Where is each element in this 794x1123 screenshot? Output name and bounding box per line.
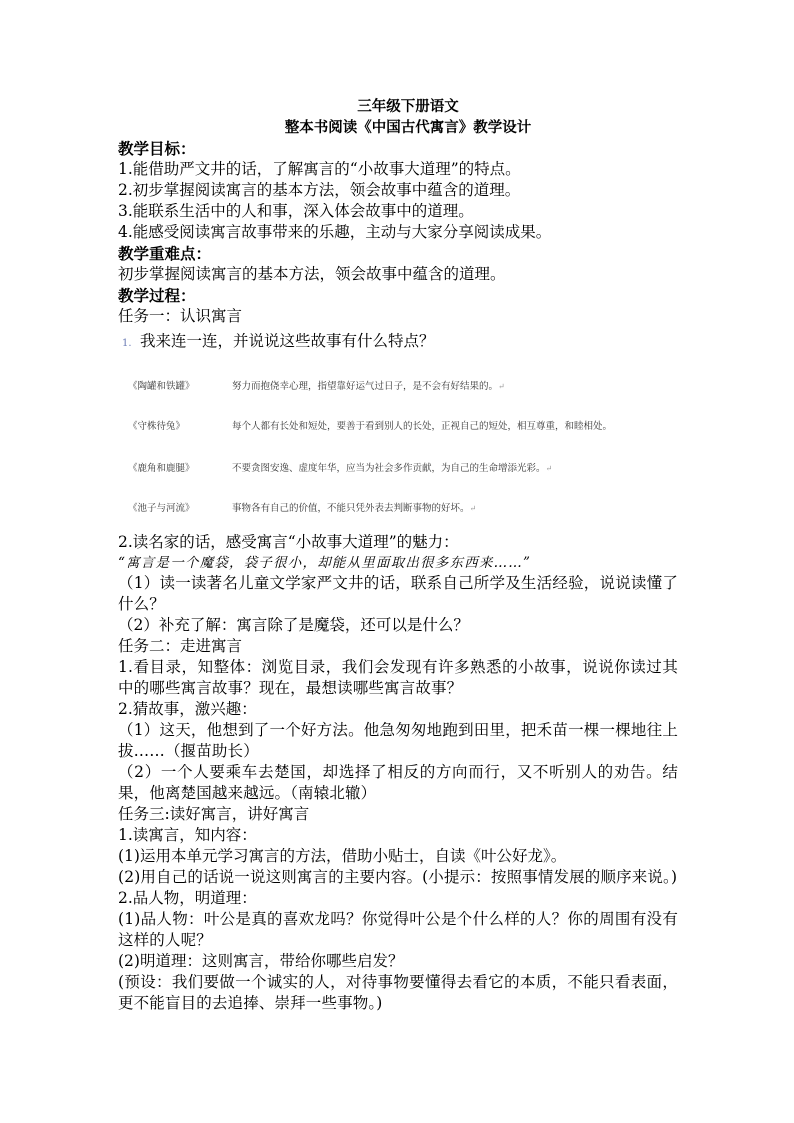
fable-meaning: 努力而抱侥幸心理，指望靠好运气过日子，是不会有好结果的。↵ (232, 381, 505, 392)
task-three-heading: 任务三:读好寓言，讲好寓言 (118, 805, 310, 823)
document-page (118, 96, 678, 1014)
task-two-sub-one: （1）这天，他想到了一个好方法。他急匆匆地跑到田里，把禾苗一棵一棵地往上拔……（揠苗助长） (118, 721, 678, 760)
goal-item: 4.能感受阅读寓言故事带来的乐趣，主动与大家分享阅读成果。 (118, 223, 552, 241)
task-three-preset: (预设：我们要做一个诚实的人，对待事物要懂得去看它的本质，不能只看表面，更不能盲目的去追捧、崇拜一些事物。) (118, 973, 678, 1012)
fable-meaning: 事物各有自己的价值，不能只凭外表去判断事物的好坏。↵ (232, 503, 477, 514)
goals-heading: 教学目标： (118, 139, 196, 158)
task-one-step-two: 2.读名家的话，感受寓言“小故事大道理”的魅力： (118, 533, 459, 551)
paragraph-mark: ↵ (545, 464, 553, 473)
yan-wenjing-quote: “寓言是一个魔袋，袋子很小，却能从里面取出很多东西来……” (118, 555, 532, 571)
task-two-heading: 任务二：走进寓言 (118, 637, 243, 655)
task-one-question (118, 331, 678, 354)
process-heading: 教学过程： (118, 286, 196, 305)
task-one-sub-one: （1）读一读著名儿童文学家严文井的话，联系自己所学及生活经验，说说读懂了什么？ (118, 574, 678, 613)
task-one-heading: 任务一：认识寓言 (118, 307, 243, 325)
task-three-sub-three: (1)品人物：叶公是真的喜欢龙吗？你觉得叶公是个什么样的人？你的周围有没有这样的人呢？ (118, 910, 678, 949)
task-three-sub-two: (2)用自己的话说一说这则寓言的主要内容。(小提示：按照事情发展的顺序来说。) (118, 868, 678, 886)
goal-item: 1.能借助严文井的话，了解寓言的“小故事大道理”的特点。 (118, 160, 521, 178)
key-points-text: 初步掌握阅读寓言的基本方法，领会故事中蕴含的道理。 (118, 265, 506, 283)
fable-title: 《鹿角和鹿腿》 (128, 463, 195, 474)
fable-title: 《守株待兔》 (128, 421, 186, 432)
task-three-sub-one: (1)运用本单元学习寓言的方法，借助小贴士，自读《叶公好龙》。 (118, 847, 567, 865)
task-two-step-two: 2.猜故事，激兴趣： (118, 700, 257, 718)
key-points-heading: 教学重难点： (118, 244, 212, 263)
fable-meaning: 不要贪图安逸、虚度年华，应当为社会多作贡献，为自己的生命增添光彩。↵ (232, 463, 553, 474)
doc-title-main: 整本书阅读《中国古代寓言》教学设计 (284, 119, 532, 136)
task-one-sub-two: （2）补充了解：寓言除了是魔袋，还可以是什么？ (118, 616, 469, 634)
fable-meaning: 每个人都有长处和短处，要善于看到别人的长处，正视自己的短处，相互尊重，和睦相处。 (232, 421, 613, 432)
task-two-sub-two: （2）一个人要乘车去楚国，却选择了相反的方向而行，又不听别人的劝告。结果，他离楚国越来越远。（南辕北辙） (118, 763, 678, 802)
matching-table (118, 364, 678, 532)
task-two-step-one: 1.看目录，知整体：浏览目录，我们会发现有许多熟悉的小故事，说说你读过其中的哪些寓言故事？现在，最想读哪些寓言故事？ (118, 658, 678, 697)
paragraph-mark: ↵ (469, 504, 477, 513)
list-number: 1. (122, 338, 132, 349)
task-one-question-text: 我来连一连，并说说这些故事有什么特点？ (140, 332, 435, 350)
task-three-step-one: 1.读寓言，知内容： (118, 826, 257, 844)
fable-title: 《池子与河流》 (128, 503, 195, 514)
goal-item: 3.能联系生活中的人和事，深入体会故事中的道理。 (118, 202, 474, 220)
task-three-sub-four: (2)明道理：这则寓言，带给你哪些启发？ (118, 952, 404, 970)
goal-item: 2.初步掌握阅读寓言的基本方法，领会故事中蕴含的道理。 (118, 181, 521, 199)
task-three-step-two: 2.品人物，明道理： (118, 889, 257, 907)
paragraph-mark: ↵ (498, 382, 505, 391)
doc-title-grade: 三年级下册语文 (357, 98, 459, 115)
fable-title: 《陶罐和铁罐》 (128, 381, 195, 392)
